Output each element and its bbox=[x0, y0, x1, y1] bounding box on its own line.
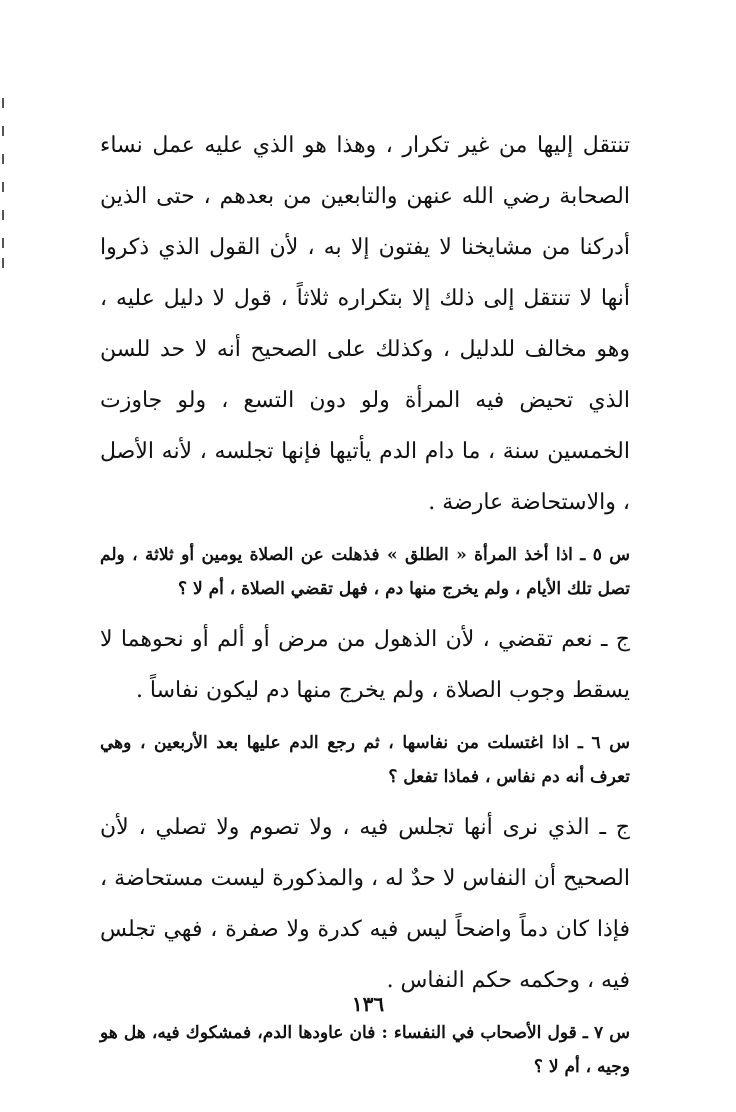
question-5: س ٥ ـ اذا أخذ المرأة « الطلق » فذهلت عن الصلاة يومين أو ثلاثة ، ولم تصل تلك الأيام ، ولم يخرج منها دم ، فهل تقضي الصلاة ، أم لا ؟ bbox=[100, 545, 630, 599]
page-number: ١٣٦ bbox=[351, 992, 385, 1016]
answer-5: ج ـ نعم تقضي ، لأن الذهول من مرض أو ألم أو نحوهما لا يسقط وجوب الصلاة ، ولم يخرج منها دم ليكون نفاساً . bbox=[100, 627, 630, 703]
margin-marks bbox=[2, 98, 6, 268]
question-7: س ٧ ـ قول الأصحاب في النفساء : فان عاودها الدم، فمشكوك فيه، هل هو وجيه ، أم لا ؟ bbox=[100, 1023, 630, 1077]
page-body bbox=[100, 120, 630, 1092]
answer-6: ج ـ الذي نرى أنها تجلس فيه ، ولا تصوم ولا تصلي ، لأن الصحيح أن النفاس لا حدٌ له ، والمذكورة ليست مستحاضة ، فإذا كان دماً واضحاً ليس فيه كدرة ولا صفرة ، فهي تجلس فيه ، وحكمه حكم النفاس . bbox=[100, 815, 630, 993]
question-6: س ٦ ـ اذا اغتسلت من نفاسها ، ثم رجع الدم عليها بعد الأربعين ، وهي تعرف أنه دم نفاس ، فماذا تفعل ؟ bbox=[100, 733, 631, 787]
paragraph-intro: تنتقل إليها من غير تكرار ، وهذا هو الذي عليه عمل نساء الصحابة رضي الله عنهن والتابعين من بعدهم ، حتى الذين أدركنا من مشايخنا لا يفتون إلا به ، لأن القول الذي ذكروا أنها لا تنتقل إلى ذلك إلا بتكراره ثلاثاً ، قول لا دليل عليه ، وهو مخالف للدليل ، وكذلك على الصحيح أنه لا حد للسن الذي تحيض فيه المرأة ولو دون التسع ، ولو جاوزت الخمسين سنة ، ما دام الدم يأتيها فإنها تجلسه ، لأنه الأصل ، والاستحاضة عارضة . bbox=[100, 133, 630, 515]
